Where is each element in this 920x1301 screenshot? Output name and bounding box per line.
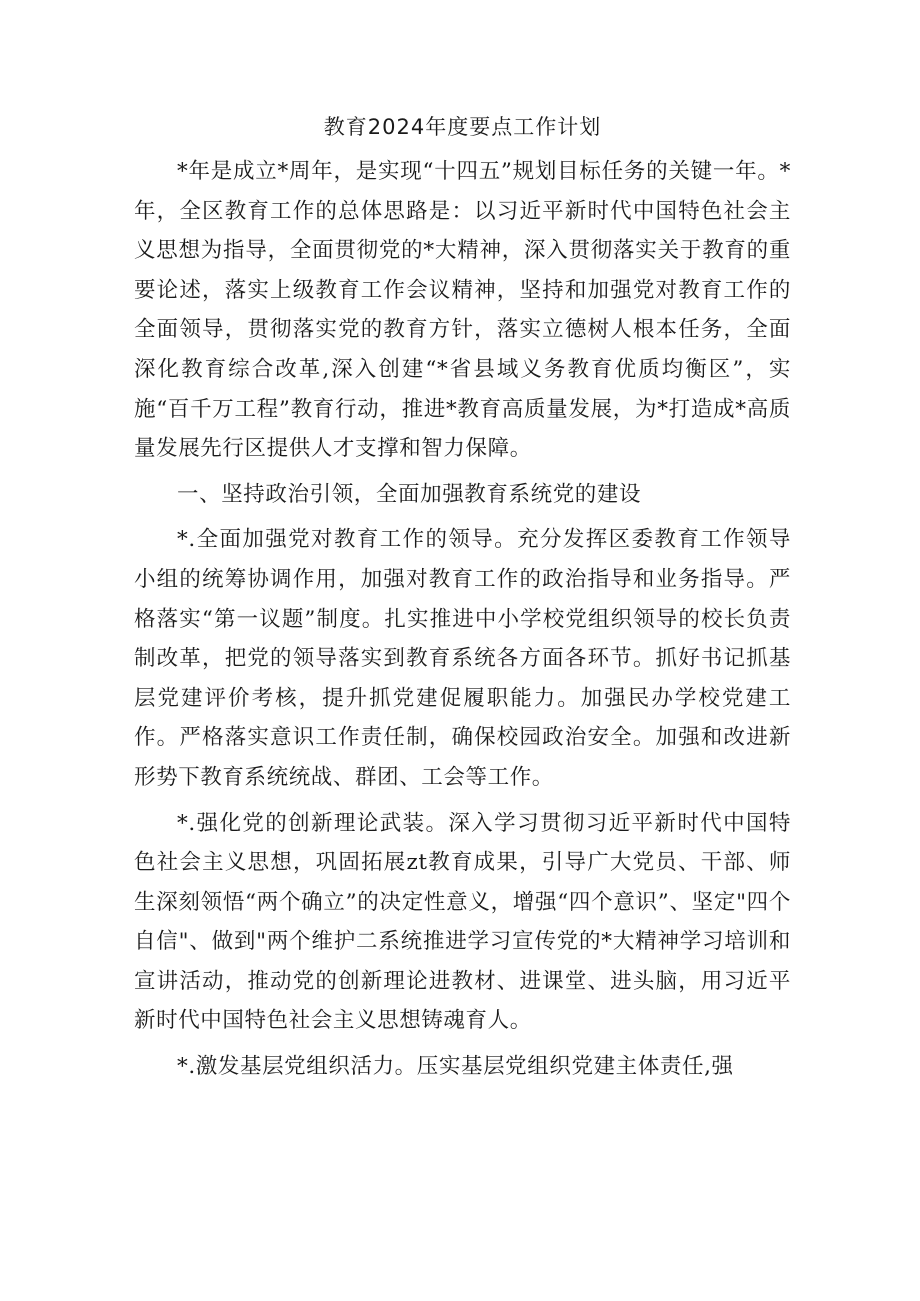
document-page: [134, 112, 791, 1093]
body-paragraph: *.全面加强党对教育工作的领导。充分发挥区委教育工作领导小组的统筹协调作用，加强对教育工作的政治指导和业务指导。严格落实“第一议题”制度。扎实推进中小学校党组织领导的校长负责制改革，把党的领导落实到教育系统各方面各环节。抓好书记抓基层党建评价考核，提升抓党建促履职能力。加强民办学校党建工作。严格落实意识工作责任制，确保校园政治安全。加强和改进新形势下教育系统统战、群团、工会等工作。: [134, 527, 791, 790]
intro-paragraph: *年是成立*周年，是实现“十四五”规划目标任务的关键一年。*年，全区教育工作的总体思路是：以习近平新时代中国特色社会主义思想为指导，全面贯彻党的*大精神，深入贯彻落实关于教育的重要论述，落实上级教育工作会议精神，坚持和加强党对教育工作的全面领导，贯彻落实党的教育方针，落实立德树人根本任务，全面深化教育综合改革,深入创建“*省县域义务教育优质均衡区”，实施“百千万工程”教育行动，推进*教育高质量发展，为*打造成*高质量发展先行区提供人才支撑和智力保障。: [134, 159, 791, 462]
body-paragraph: *.强化党的创新理论武装。深入学习贯彻习近平新时代中国特色社会主义思想，巩固拓展zt教育成果，引导广大党员、干部、师生深刻领悟“两个确立”的决定性意义，增强“四个意识”、坚定"四个自信"、做到"两个维护二系统推进学习宣传党的*大精神学习培训和宣讲活动，推动党的创新理论进教材、进课堂、进头脑，用习近平新时代中国特色社会主义思想铸魂育人。: [134, 810, 791, 1034]
body-paragraph: *.激发基层党组织活力。压实基层党组织党建主体责任,强: [177, 1054, 734, 1080]
document-title: 教育2024年度要点工作计划: [323, 115, 602, 139]
section-heading: 一、坚持政治引领，全面加强教育系统党的建设: [177, 481, 642, 507]
